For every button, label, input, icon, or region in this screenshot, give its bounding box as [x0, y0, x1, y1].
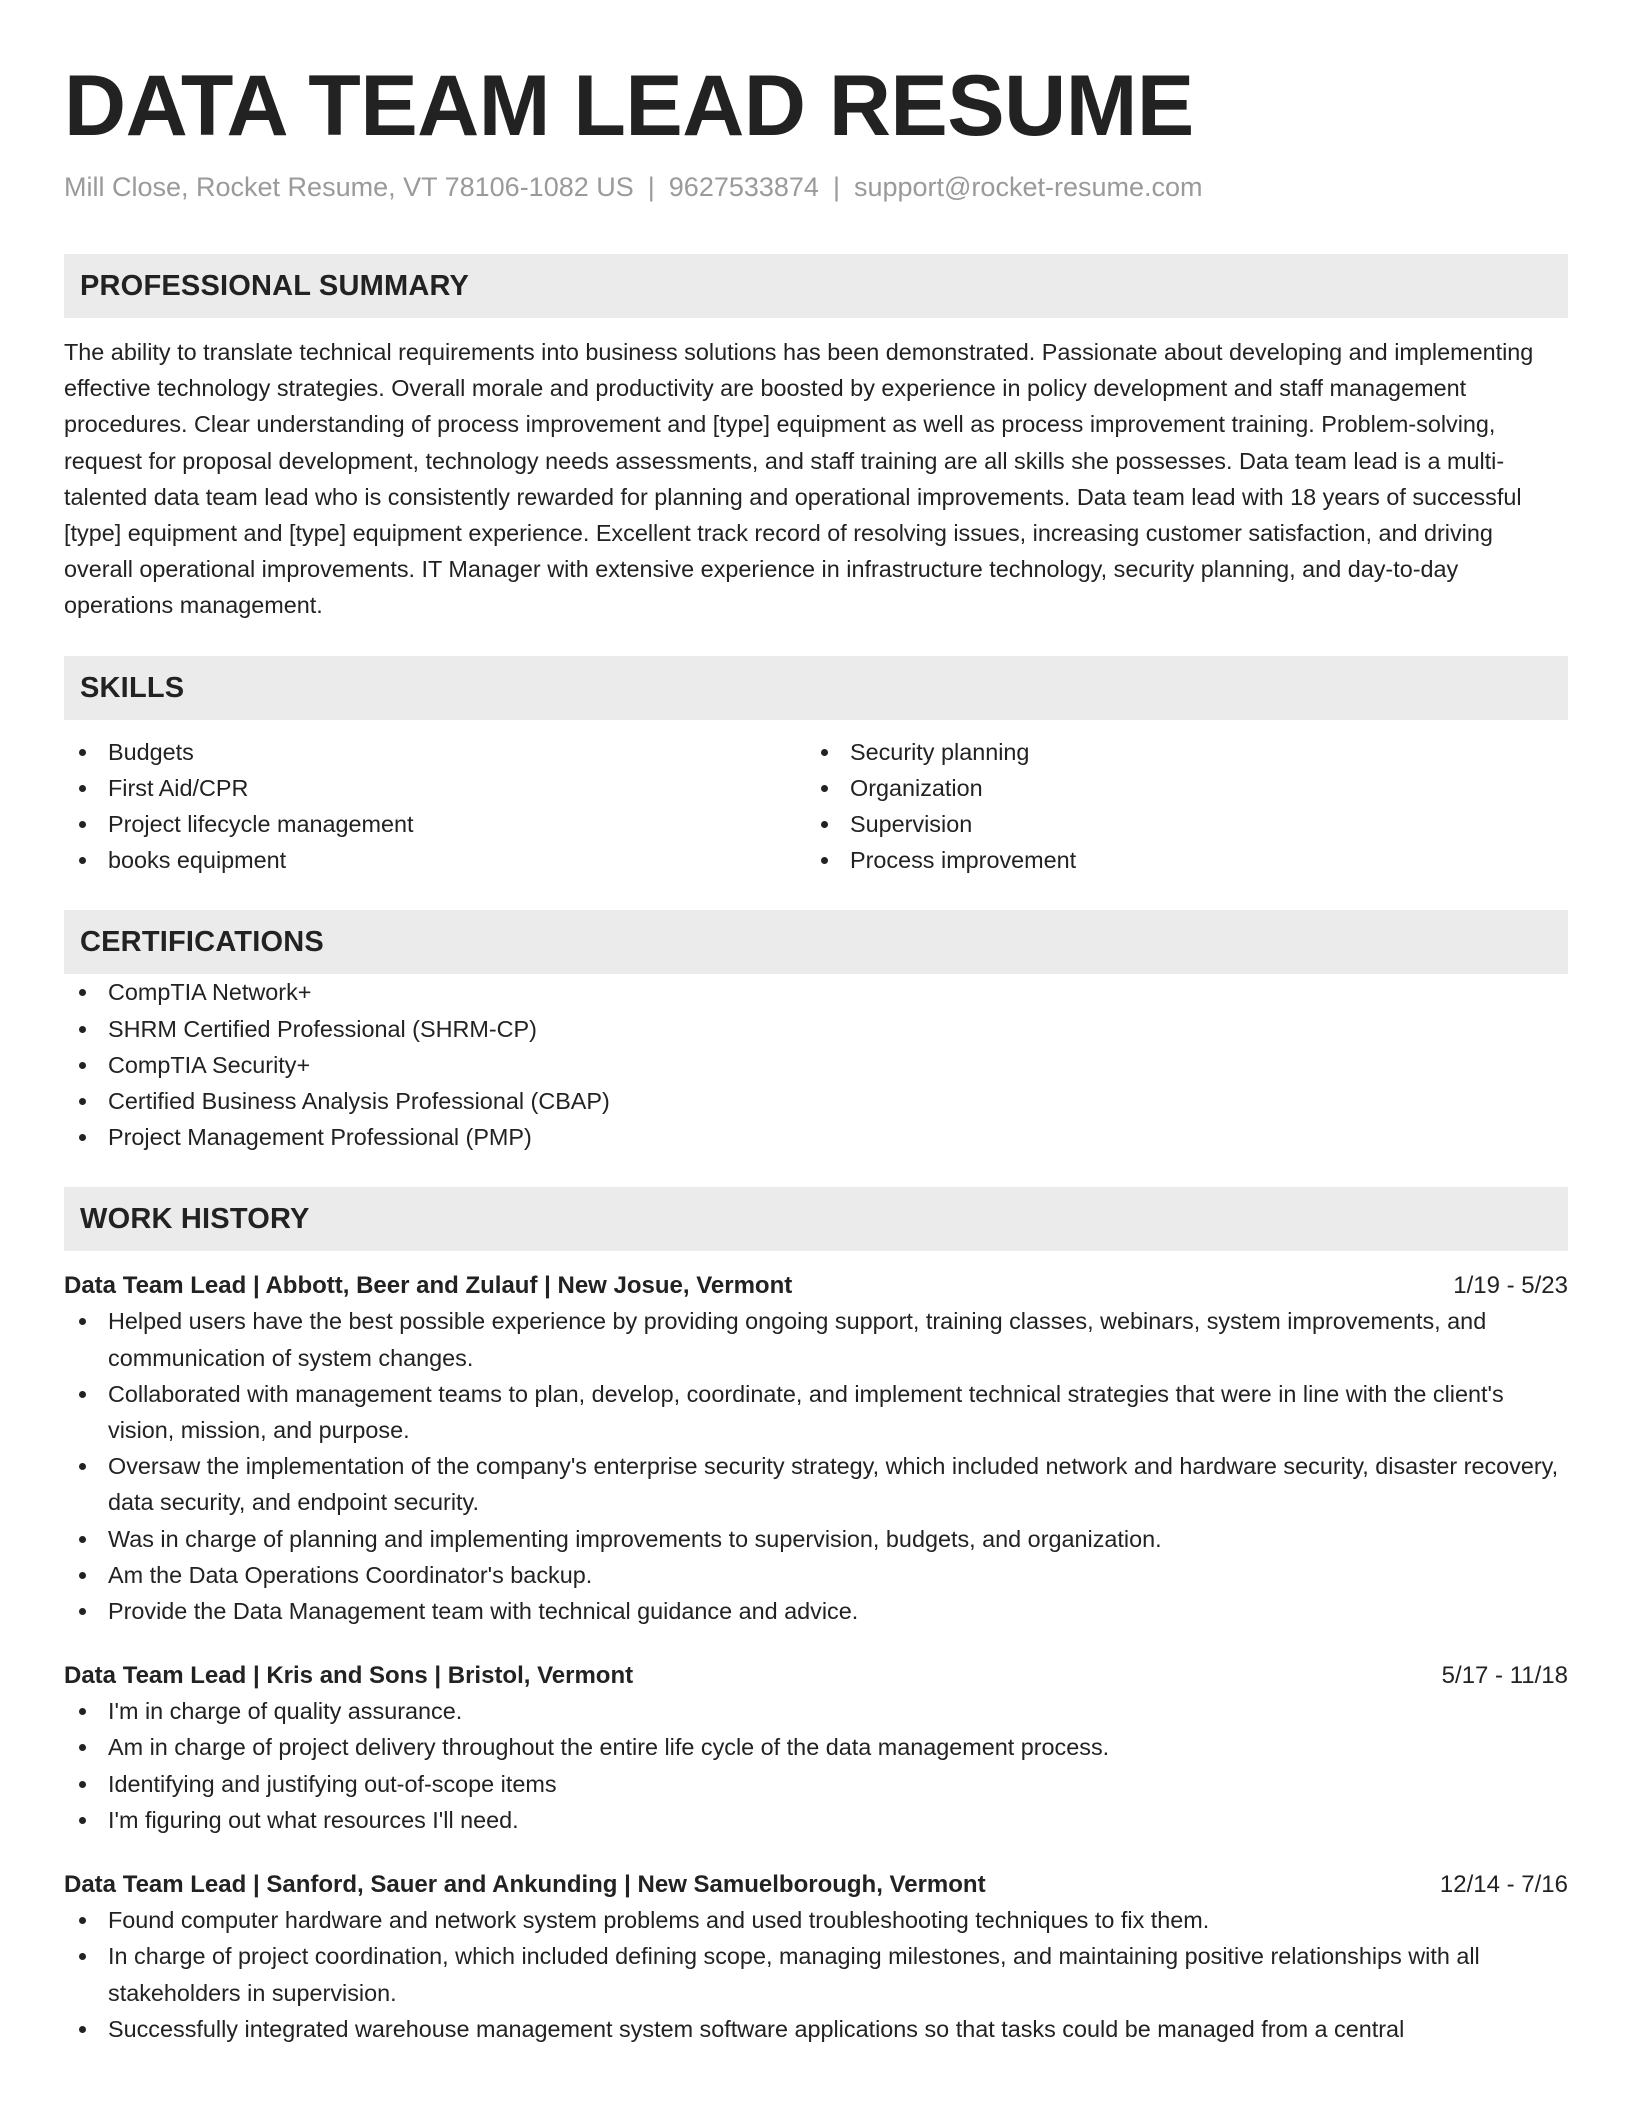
job-bullet: Provide the Data Management team with technical guidance and advice. — [64, 1593, 1568, 1629]
job-title: Data Team Lead | Sanford, Sauer and Ankunding | New Samuelborough, Vermont — [64, 1871, 986, 1899]
contact-phone: 9627533874 — [668, 172, 819, 202]
skills-list-left — [64, 734, 806, 879]
certification-item: Project Management Professional (PMP) — [64, 1119, 1568, 1155]
summary-text: The ability to translate technical requirements into business solutions has been demonstrated. Passionate about developing and implementing effective technology strategies. Overall morale and productivity are boosted by experience in policy development and staff management procedures. Clear understanding of process improvement and [type] equipment as well as process improvement training. Problem-solving, request for proposal development, technology needs assessments, and staff training are all skills she possesses. Data team lead is a multi-talented data team lead who is consistently rewarded for planning and operational improvements. Data team lead with 18 years of successful [type] equipment and [type] equipment experience. Excellent track record of resolving issues, increasing customer satisfaction, and driving overall operational improvements. IT Manager with extensive experience in infrastructure technology, security planning, and day-to-day operations management. — [64, 339, 1534, 619]
skill-item: books equipment — [64, 842, 806, 878]
contact-line — [64, 170, 1568, 204]
job-bullets — [64, 1693, 1568, 1838]
job-bullet: I'm in charge of quality assurance. — [64, 1693, 1568, 1729]
job-title: Data Team Lead | Abbott, Beer and Zulauf | New Josue, Vermont — [64, 1272, 793, 1300]
job-dates: 5/17 - 11/18 — [1441, 1662, 1568, 1690]
job-bullet: Successfully integrated warehouse management system software applications so that tasks could be managed from a central — [64, 2011, 1568, 2047]
section-header-certifications: CERTIFICATIONS — [64, 910, 1568, 974]
section-header-professional-summary: PROFESSIONAL SUMMARY — [64, 254, 1568, 318]
job-bullets — [64, 1902, 1568, 2047]
certification-item: CompTIA Security+ — [64, 1047, 1568, 1083]
skill-item: Supervision — [806, 806, 1548, 842]
skills-grid — [64, 734, 1568, 879]
job-header — [64, 1868, 1568, 1902]
job-bullet: Identifying and justifying out-of-scope items — [64, 1766, 1568, 1802]
job-entry — [64, 1269, 1568, 1629]
job-dates: 12/14 - 7/16 — [1439, 1871, 1568, 1899]
skills-column-right — [806, 734, 1548, 879]
certification-item: CompTIA Network+ — [64, 974, 1568, 1010]
skill-item: Budgets — [64, 734, 806, 770]
section-header-work-history: WORK HISTORY — [64, 1187, 1568, 1251]
job-bullet: Found computer hardware and network system problems and used troubleshooting techniques to fix them. — [64, 1902, 1568, 1938]
skill-item: Process improvement — [806, 842, 1548, 878]
resume-title: DATA TEAM LEAD RESUME — [64, 58, 1194, 154]
job-entry — [64, 1659, 1568, 1838]
job-bullet: In charge of project coordination, which included defining scope, managing milestones, and maintaining positive relationships with all stakeholders in supervision. — [64, 1938, 1568, 2010]
contact-separator: | — [647, 172, 655, 202]
contact-separator: | — [832, 172, 840, 202]
job-entry — [64, 1868, 1568, 2047]
skill-item: First Aid/CPR — [64, 770, 806, 806]
job-bullet: Am the Data Operations Coordinator's backup. — [64, 1557, 1568, 1593]
certification-item: SHRM Certified Professional (SHRM-CP) — [64, 1011, 1568, 1047]
skills-column-left — [64, 734, 806, 879]
job-header — [64, 1659, 1568, 1693]
job-bullet: Collaborated with management teams to plan, develop, coordinate, and implement technical strategies that were in line with the client's vision, mission, and purpose. — [64, 1376, 1568, 1448]
job-bullet: I'm figuring out what resources I'll need. — [64, 1802, 1568, 1838]
section-header-skills: SKILLS — [64, 656, 1568, 720]
job-dates: 1/19 - 5/23 — [1453, 1272, 1568, 1300]
job-bullet: Helped users have the best possible experience by providing ongoing support, training classes, webinars, system improvements, and communication of system changes. — [64, 1303, 1568, 1375]
job-bullets — [64, 1303, 1568, 1629]
job-bullet: Was in charge of planning and implementing improvements to supervision, budgets, and organization. — [64, 1521, 1568, 1557]
job-bullet: Am in charge of project delivery throughout the entire life cycle of the data management process. — [64, 1729, 1568, 1765]
skill-item: Project lifecycle management — [64, 806, 806, 842]
job-bullet: Oversaw the implementation of the company's enterprise security strategy, which included network and hardware security, disaster recovery, data security, and endpoint security. — [64, 1448, 1568, 1520]
contact-address: Mill Close, Rocket Resume, VT 78106-1082 US — [64, 172, 634, 202]
job-title: Data Team Lead | Kris and Sons | Bristol, Vermont — [64, 1662, 634, 1690]
skill-item: Security planning — [806, 734, 1548, 770]
certifications-list — [64, 974, 1568, 1155]
job-header — [64, 1269, 1568, 1303]
skills-list-right — [806, 734, 1548, 879]
contact-email: support@rocket-resume.com — [853, 172, 1203, 202]
certification-item: Certified Business Analysis Professional (CBAP) — [64, 1083, 1568, 1119]
skill-item: Organization — [806, 770, 1548, 806]
